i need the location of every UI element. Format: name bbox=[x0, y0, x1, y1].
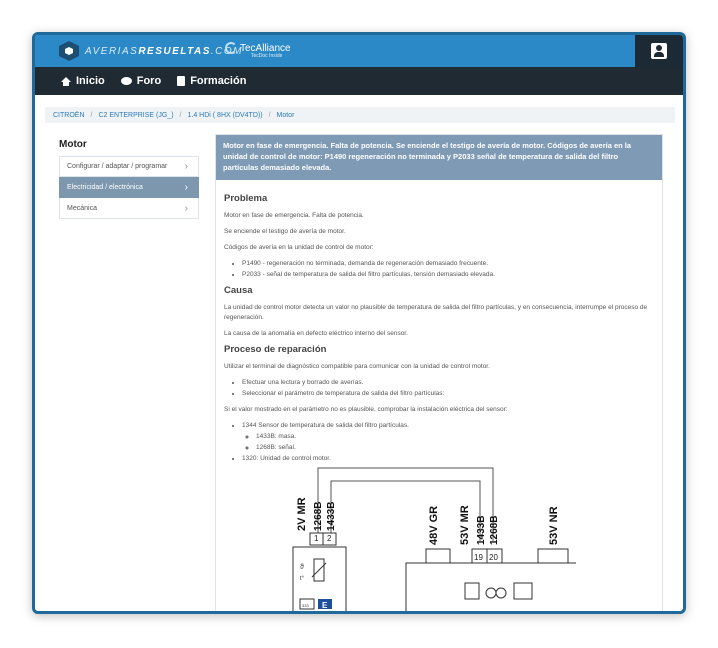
wire-1433b bbox=[331, 481, 480, 541]
book-icon bbox=[177, 76, 185, 86]
chevron-right-icon: › bbox=[184, 161, 188, 172]
pin-label-2: 2 bbox=[327, 534, 332, 543]
site-logo[interactable] bbox=[59, 41, 243, 61]
chevron-right-icon: › bbox=[184, 202, 188, 214]
list-item: • P2033 - señal de temperatura de salida del filtro partículas, tensión demasiado elevada. bbox=[242, 270, 654, 280]
nav-inicio[interactable]: Inicio bbox=[61, 75, 105, 87]
breadcrumb-make[interactable]: CITROËN bbox=[53, 111, 85, 119]
check-list bbox=[242, 421, 654, 464]
wire-label-1268b-ecu: 1268B bbox=[489, 515, 500, 545]
list-item: ◦ 1433B: masa. bbox=[256, 432, 654, 442]
logo-text-tld: .COM bbox=[210, 45, 243, 57]
user-account-button[interactable] bbox=[635, 35, 683, 67]
chat-icon bbox=[121, 77, 132, 85]
fault-codes-list bbox=[242, 259, 654, 280]
breadcrumb-engine[interactable]: 1.4 HDi ( 8HX (DV4TD)) bbox=[187, 111, 263, 119]
list-item: • 1320: Unidad de control motor. bbox=[242, 454, 654, 464]
causa-p1: La unidad de control motor detecta un valor no plausible de temperatura de salida del filtro partículas, y en consecuencia, interrumpe el proceso de regeneración. bbox=[224, 304, 648, 321]
list-item: ◦ 1268B: señal. bbox=[256, 443, 654, 453]
list-item: • Efectuar una lectura y borrado de averías. bbox=[242, 378, 654, 388]
wire-label-2v-mr: 2V MR bbox=[296, 497, 308, 531]
pin-label-1: 1 bbox=[314, 534, 319, 543]
breadcrumb: CITROËN / C2 ENTERPRISE (JG_) / 1.4 HDi ( 8HX (DV4TD)) / Motor bbox=[45, 107, 675, 123]
app-window bbox=[32, 32, 686, 614]
tecalliance-icon bbox=[225, 42, 237, 54]
nav-formacion[interactable]: Formación bbox=[177, 75, 246, 87]
sensor-1344 bbox=[293, 533, 346, 614]
heading-causa: Causa bbox=[224, 285, 253, 296]
sensor-degree: t° bbox=[300, 576, 305, 582]
wire-label-1433b-ecu: 1433B bbox=[476, 515, 487, 545]
nav-foro[interactable]: Foro bbox=[121, 75, 161, 87]
fault-summary: Motor en fase de emergencia. Falta de potencia. Se enciende el testigo de avería de motor. Códigos de avería en la unidad de control de motor: P1490 regeneración no terminada y P2033 señal de temperatura de salida del filtro partículas demasiado elevada. bbox=[216, 135, 662, 180]
causa-p2: La causa de la anomalía en defecto eléctrico interno del sensor. bbox=[224, 330, 408, 337]
list-item: • 1344 Sensor de temperatura de salida del filtro partículas. ◦ 1433B: masa. ◦ 1268B: señal. bbox=[242, 421, 654, 453]
top-bar bbox=[35, 35, 683, 67]
user-icon bbox=[651, 43, 667, 59]
pin-label-19: 19 bbox=[474, 553, 483, 562]
pin-label-20: 20 bbox=[489, 553, 498, 562]
home-icon bbox=[61, 77, 71, 86]
proceso-p1: Utilizar el terminal de diagnóstico compatible para comunicar con la unidad de control motor. bbox=[224, 363, 490, 370]
wire-label-1433b: 1433B bbox=[326, 501, 337, 531]
sidebar-item-configurar[interactable]: Configurar / adaptar / programar › bbox=[59, 156, 199, 177]
problema-p2: Se enciende el testigo de avería de motor. bbox=[224, 228, 346, 235]
heading-problema: Problema bbox=[224, 193, 268, 204]
wire-label-53v-nr: 53V NR bbox=[548, 506, 560, 545]
heading-proceso: Proceso de reparación bbox=[224, 344, 327, 355]
article-body bbox=[216, 180, 662, 478]
wire-label-53v-mr: 53V MR bbox=[459, 505, 471, 545]
steps-list bbox=[242, 378, 654, 399]
wiring-diagram bbox=[276, 463, 576, 614]
chevron-right-icon: › bbox=[184, 181, 188, 193]
breadcrumb-section[interactable]: Motor bbox=[276, 111, 295, 119]
article-panel bbox=[215, 134, 663, 614]
sensor-code: 333 bbox=[302, 603, 309, 608]
sidebar-item-mecanica[interactable]: Mecánica › bbox=[59, 198, 199, 219]
sidebar-item-electricidad[interactable]: Electricidad / electrónica › bbox=[59, 177, 199, 198]
problema-p1: Motor en fase de emergencia. Falta de potencia. bbox=[224, 212, 364, 219]
wire-label-1268b: 1268B bbox=[313, 501, 324, 531]
problema-p3: Códigos de avería en la unidad de control de motor: bbox=[224, 244, 374, 251]
logo-text-main: AVERIAS bbox=[85, 45, 139, 57]
list-item: • P1490 - regeneración no terminada, demanda de regeneración demasiado frecuente. bbox=[242, 259, 654, 269]
breadcrumb-model[interactable]: C2 ENTERPRISE (JG_) bbox=[98, 111, 174, 119]
list-item: • Seleccionar el parámetro de temperatura de salida del filtro partículas: bbox=[242, 389, 654, 399]
logo-hex-icon bbox=[59, 41, 79, 61]
proceso-p2: Si el valor mostrado en el parámetro no es plausible, comprobar la instalación eléctrica del sensor: bbox=[224, 406, 508, 413]
main-nav bbox=[35, 67, 683, 95]
partner-sub: TecDoc Inside bbox=[251, 53, 283, 59]
sidebar-title: Motor bbox=[59, 139, 87, 150]
partner-name: TecAlliance bbox=[240, 42, 291, 54]
wire-label-48v-gr: 48V GR bbox=[428, 505, 440, 545]
sensor-connector-letter: E bbox=[322, 601, 328, 610]
sidebar bbox=[59, 139, 199, 219]
logo-text-accent: RESUELTAS bbox=[138, 45, 211, 57]
sensor-symbol: ϑ bbox=[300, 564, 304, 571]
